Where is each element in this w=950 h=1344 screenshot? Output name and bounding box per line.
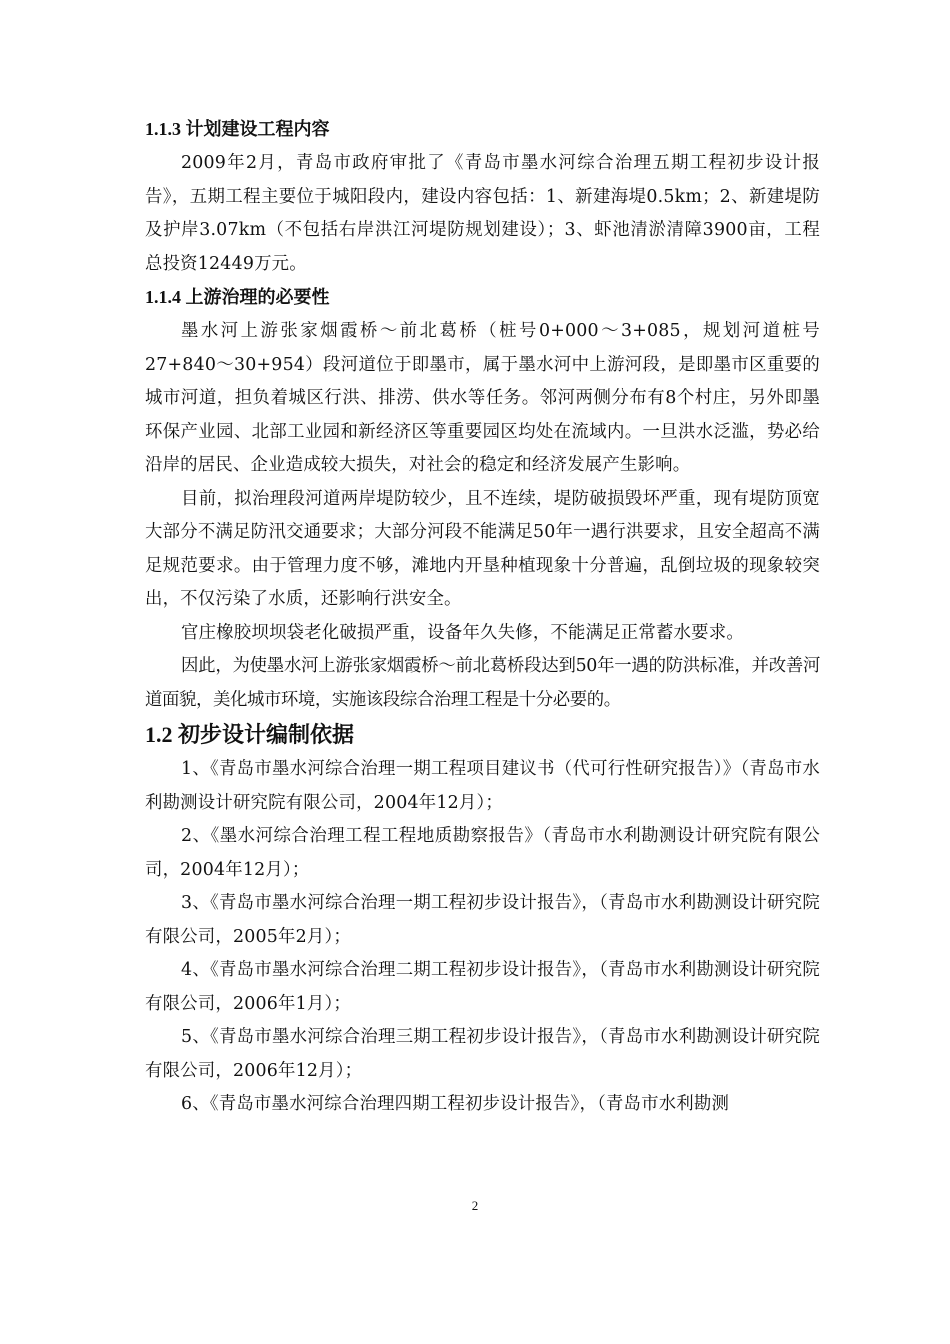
paragraph: 2009年2月，青岛市政府审批了《青岛市墨水河综合治理五期工程初步设计报告》，五期工程主要位于城阳段内，建设内容包括：1、新建海堤0.5km；2、新建堤防及护岸3.07km（不包括右岸洪江河堤防规划建设）；3、虾池清淤清障3900亩，工程总投资12449万元。 [145,153,820,274]
page-content [145,113,820,1122]
section-heading-1-2: 1.2 初步设计编制依据 [145,722,355,747]
page-number: 2 [471,1198,479,1213]
paragraph: 因此，为使墨水河上游张家烟霞桥～前北葛桥段达到50年一遇的防洪标准，并改善河道面貌，美化城市环境，实施该段综合治理工程是十分必要的。 [145,656,820,710]
reference-item: 1、《青岛市墨水河综合治理一期工程项目建议书（代可行性研究报告）》（青岛市水利勘测设计研究院有限公司，2004年12月）； [145,759,820,813]
reference-item: 5、《青岛市墨水河综合治理三期工程初步设计报告》，（青岛市水利勘测设计研究院有限公司，2006年12月）； [145,1027,820,1081]
section-heading-1-1-3: 1.1.3 计划建设工程内容 [145,119,330,139]
paragraph: 官庄橡胶坝坝袋老化破损严重，设备年久失修，不能满足正常蓄水要求。 [181,622,744,643]
reference-item: 4、《青岛市墨水河综合治理二期工程初步设计报告》，（青岛市水利勘测设计研究院有限公司，2006年1月）； [145,960,820,1014]
paragraph: 墨水河上游张家烟霞桥～前北葛桥（桩号0+000～3+085，规划河道桩号27+840～30+954）段河道位于即墨市，属于墨水河中上游河段，是即墨市区重要的城市河道，担负着城区行洪、排涝、供水等任务。邻河两侧分布有8个村庄，另外即墨环保产业园、北部工业园和新经济区等重要园区均处在流域内。一旦洪水泛滥，势必给沿岸的居民、企业造成较大损失，对社会的稳定和经济发展产生影响。 [145,321,820,475]
section-heading-1-1-4: 1.1.4 上游治理的必要性 [145,287,330,307]
reference-item: 2、《墨水河综合治理工程工程地质勘察报告》（青岛市水利勘测设计研究院有限公司，2004年12月）； [145,826,820,880]
reference-item: 3、《青岛市墨水河综合治理一期工程初步设计报告》，（青岛市水利勘测设计研究院有限公司，2005年2月）； [145,893,820,947]
reference-item: 6、《青岛市墨水河综合治理四期工程初步设计报告》，（青岛市水利勘测 [181,1094,730,1114]
paragraph: 目前，拟治理段河道两岸堤防较少，且不连续，堤防破损毁坏严重，现有堤防顶宽大部分不满足防汛交通要求；大部分河段不能满足50年一遇行洪要求，且安全超高不满足规范要求。由于管理力度不够，滩地内开垦种植现象十分普遍，乱倒垃圾的现象较突出，不仅污染了水质，还影响行洪安全。 [145,488,820,609]
